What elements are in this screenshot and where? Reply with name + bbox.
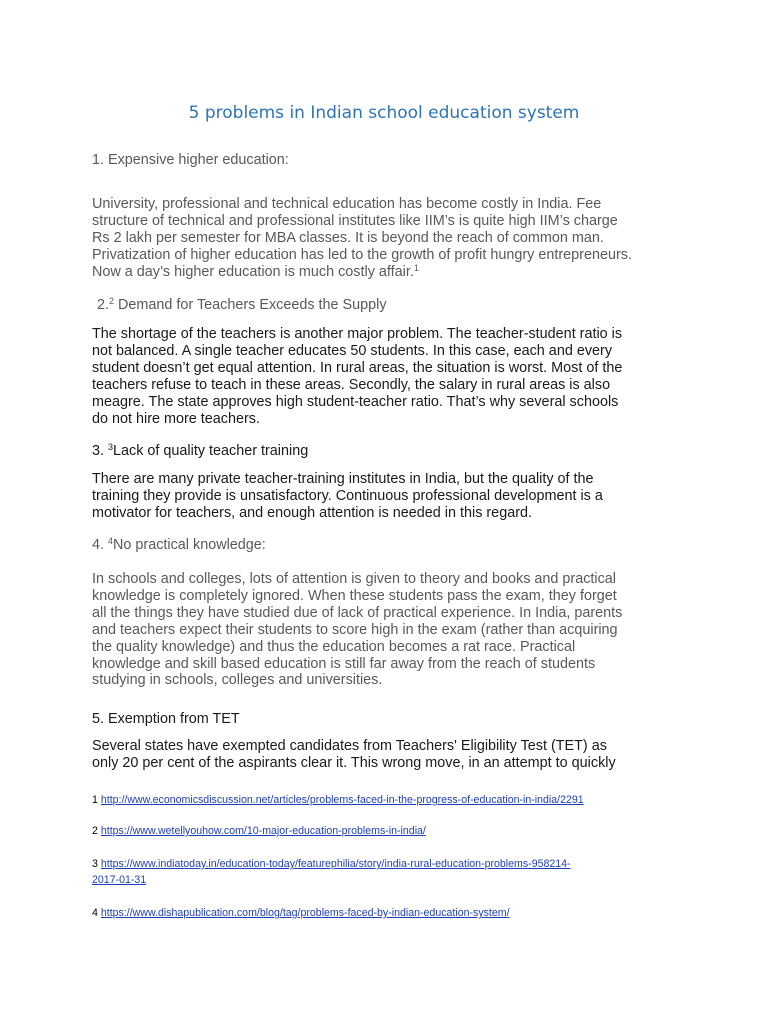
- footnote-ref: 1: [413, 262, 419, 273]
- body-line: the quality knowledge) and thus the education becomes a rat race. Practical: [92, 638, 576, 655]
- body-line: student doesn’t get equal attention. In rural areas, the situation is worst. Most of the: [92, 359, 623, 376]
- section-1-body: [92, 196, 692, 281]
- body-line: meagre. The state approves high student-teacher ratio. That’s why several schools: [92, 393, 619, 410]
- footnote-4: [92, 905, 510, 921]
- section-3-body: [92, 471, 692, 522]
- footnote-number: 3: [92, 858, 98, 870]
- body-line: University, professional and technical education has become costly in India. Fee: [92, 196, 602, 212]
- footnote-link[interactable]: http://www.economicsdiscussion.net/articles/problems-faced-in-the-progress-of-education-in-india/2291: [100, 794, 584, 806]
- page-title: 5 problems in Indian school education system: [188, 103, 580, 123]
- body-line: Privatization of higher education has led to the growth of profit hungry entrepreneurs.: [92, 246, 632, 263]
- body-line: knowledge is completely ignored. When these students pass the exam, they forget: [92, 587, 617, 604]
- body-line: not balanced. A single teacher educates 50 students. In this case, each and every: [92, 342, 613, 359]
- footnote-ref: 2: [109, 296, 115, 306]
- section-2-heading: [97, 297, 387, 313]
- footnote-ref: 4: [108, 536, 114, 546]
- footnote-number: 2: [92, 825, 98, 837]
- body-line-text: Now a day’s higher education is much costly affair.: [92, 263, 414, 280]
- footnote-link[interactable]: https://www.wetellyouhow.com/10-major-education-problems-in-india/: [100, 825, 426, 837]
- body-line: Several states have exempted candidates from Teachers' Eligibility Test (TET) as: [92, 738, 607, 754]
- body-line: structure of technical and professional institutes like IIM’s is quite high IIM’s charge: [92, 212, 618, 229]
- footnote-link-continued[interactable]: 2017-01-31: [92, 874, 147, 886]
- body-line: In schools and colleges, lots of attention is given to theory and books and practical: [92, 571, 616, 587]
- section-3-heading: [92, 443, 308, 459]
- body-line: do not hire more teachers.: [92, 410, 260, 427]
- footnote-1: [92, 792, 584, 808]
- body-line: The shortage of the teachers is another major problem. The teacher-student ratio is: [92, 326, 623, 342]
- heading-number: 3.: [92, 443, 108, 459]
- footnote-number: 1: [92, 794, 98, 806]
- heading-number: 2.: [97, 297, 110, 313]
- body-line: teachers refuse to teach in these areas. Secondly, the salary in rural areas is also: [92, 376, 611, 393]
- body-line: all the things they have studied due of lack of practical experience. In India, parents: [92, 604, 623, 621]
- body-line: studying in schools, colleges and universities.: [92, 672, 383, 689]
- footnote-link[interactable]: https://www.indiatoday.in/education-today/featurephilia/story/india-rural-education-problems-958214-: [100, 858, 571, 870]
- footnote-2: [92, 823, 426, 839]
- section-1-heading: 1. Expensive higher education:: [92, 152, 289, 168]
- section-5-body: [92, 738, 692, 772]
- body-line: [92, 264, 692, 281]
- footnote-ref: 3: [108, 442, 114, 452]
- heading-text: Lack of quality teacher training: [113, 443, 309, 459]
- body-line: Rs 2 lakh per semester for MBA classes. It is beyond the reach of common man.: [92, 229, 604, 246]
- section-4-body: [92, 571, 692, 689]
- heading-text: Demand for Teachers Exceeds the Supply: [114, 297, 387, 313]
- section-5-heading: 5. Exemption from TET: [92, 711, 240, 727]
- body-line: knowledge and skill based education is still far away from the reach of students: [92, 655, 596, 672]
- footnote-3: [92, 856, 571, 888]
- section-4-heading: [92, 537, 266, 553]
- heading-text: No practical knowledge:: [113, 537, 266, 553]
- footnote-link[interactable]: https://www.dishapublication.com/blog/tag/problems-faced-by-indian-education-system/: [100, 907, 510, 919]
- section-2-body: [92, 326, 692, 427]
- body-line: There are many private teacher-training institutes in India, but the quality of the: [92, 471, 594, 487]
- body-line: only 20 per cent of the aspirants clear it. This wrong move, in an attempt to quickly: [92, 754, 616, 771]
- body-line: motivator for teachers, and enough attention is needed in this regard.: [92, 504, 532, 521]
- heading-number: 4.: [92, 537, 108, 553]
- body-line: and teachers expect their students to score high in the exam (rather than acquiring: [92, 621, 618, 638]
- body-line: training they provide is unsatisfactory. Continuous professional development is a: [92, 487, 603, 504]
- footnote-number: 4: [92, 907, 98, 919]
